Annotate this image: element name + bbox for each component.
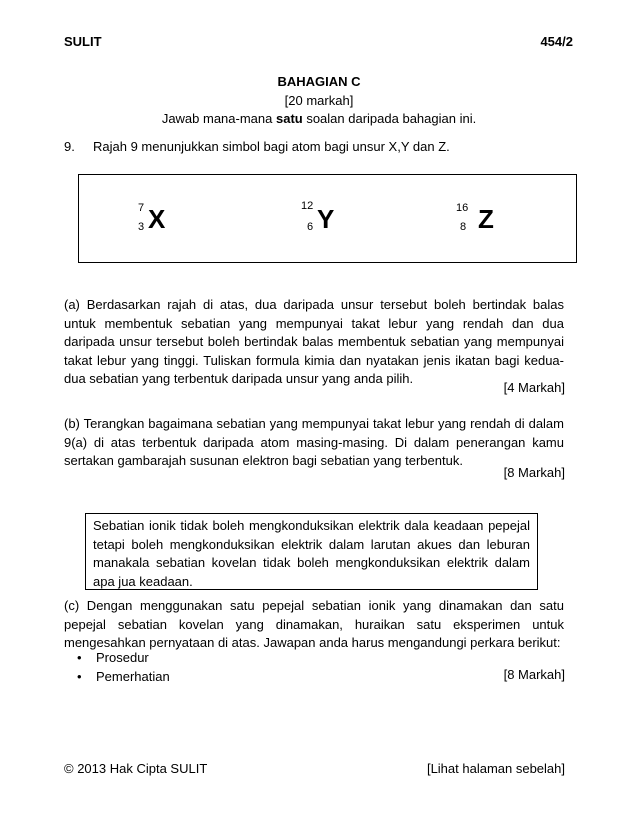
header-right: 454/2: [540, 34, 573, 49]
list-item: [64, 649, 564, 668]
instruction-pre: Jawab mana-mana: [161, 111, 276, 126]
statement-box: Sebatian ionik tidak boleh mengkonduksikan elektrik dala keadaan pepejal tetapi boleh mengkonduksikan elektrik dalam larutan akues dan leburan manakala sebatian kovelan tidak boleh mengkonduksikan elektrik dalam apa jua keadaan.: [85, 513, 538, 590]
symbol-x-element: X: [148, 204, 166, 234]
bullet-icon: •: [77, 650, 82, 665]
section-title: BAHAGIAN C: [277, 74, 361, 89]
part-b-text: (b) Terangkan bagaimana sebatian yang mempunyai takat lebur yang rendah di dalam 9(a) di atas terbentuk daripada atom masing-masing. Di dalam penerangan kamu sertakan gambarajah susunan elektron bagi sebatian yang terbentuk.: [64, 416, 564, 468]
header-left: SULIT: [64, 34, 102, 49]
symbol-x-atomic: 3: [138, 221, 145, 233]
section-marks: [20 markah]: [284, 93, 354, 108]
part-c-bullet-list: [64, 649, 564, 686]
symbol-z-element: Z: [478, 204, 494, 234]
symbol-x-mass: 7: [138, 202, 145, 214]
bullet-text: Pemerhatian: [96, 668, 170, 684]
part-c-marks: [8 Markah]: [503, 667, 565, 682]
list-item: [64, 668, 564, 687]
symbol-z-atomic: 8: [460, 221, 467, 233]
part-a-text: (a) Berdasarkan rajah di atas, dua daripada unsur tersebut boleh bertindak balas untuk membentuk sebatian yang mempunyai takat lebur yang rendah dan dua daripada unsur tersebut boleh bertindak balas membentuk sebatian yang mempunyai takat lebur yang tinggi. Tuliskan formula kimia dan nyatakan jenis ikatan bagi kedua- dua sebatian yang terbentuk daripada unsur yang anda pilih.: [64, 297, 564, 386]
part-a-marks: [4 Markah]: [503, 380, 565, 395]
symbol-y-element: Y: [317, 204, 335, 234]
instruction-bold: satu: [275, 111, 303, 126]
part-b-marks: [8 Markah]: [503, 465, 565, 480]
symbol-y-mass: 12: [301, 200, 314, 212]
symbol-z-mass: 16: [456, 202, 469, 214]
instruction-post: soalan daripada bahagian ini.: [302, 111, 477, 126]
question-number: 9.: [64, 139, 75, 154]
bullet-text: Prosedur: [96, 650, 149, 665]
part-c-text: (c) Dengan menggunakan satu pepejal sebatian ionik yang dinamakan dan satu pepejal sebatian kovelan yang dinamakan, huraikan satu eksperimen untuk mengesahkan pernyataan di atas. Jawapan anda harus mengandungi perkara berikut:: [64, 598, 564, 650]
section-instruction: [0, 111, 638, 126]
footer-right: [Lihat halaman sebelah]: [426, 761, 565, 776]
footer-left: © 2013 Hak Cipta SULIT: [64, 761, 208, 776]
symbol-y-atomic: 6: [307, 221, 314, 233]
atom-symbols-box: [78, 174, 577, 263]
bullet-icon: •: [77, 668, 82, 684]
question-text: Rajah 9 menunjukkan simbol bagi atom bagi unsur X,Y dan Z.: [93, 139, 450, 154]
